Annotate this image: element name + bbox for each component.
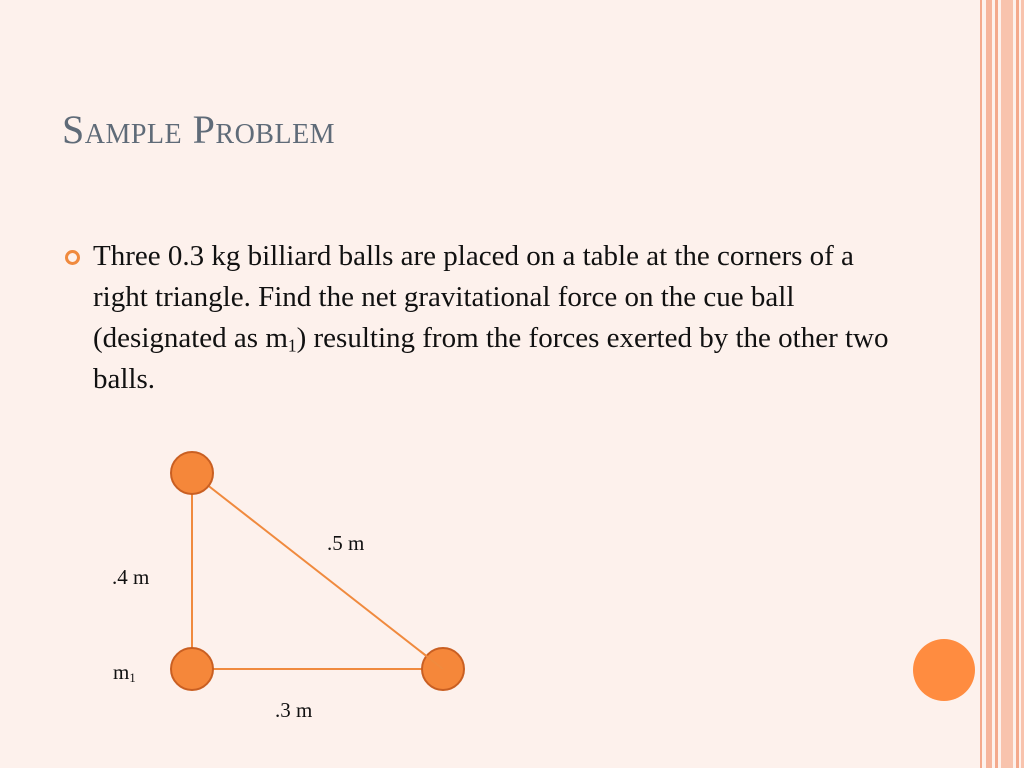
label-m1-subscript: 1 [129, 671, 136, 686]
ball-top [171, 452, 213, 494]
bullet-text-part: ) resulting from the forces exerted by the other two balls. [93, 322, 889, 395]
label-horizontal-side: .3 m [275, 698, 313, 722]
slide-title: Sample Problem [62, 107, 336, 152]
label-hypotenuse: .5 m [327, 531, 365, 555]
bullet-text-part: Three 0.3 kg billiard balls are placed on a table at the corners of a right triangle. Find the net gravitational force on the cue ball (designated as [93, 240, 854, 354]
bullet-text-m-subscript: 1 [287, 335, 297, 356]
side-hypotenuse [192, 473, 443, 669]
label-vertical-side: .4 m [112, 565, 150, 589]
ball-m1 [171, 648, 213, 690]
bullet-text-m: m [265, 322, 288, 354]
label-m1-base: m [113, 660, 130, 684]
label-m1 [113, 660, 136, 685]
